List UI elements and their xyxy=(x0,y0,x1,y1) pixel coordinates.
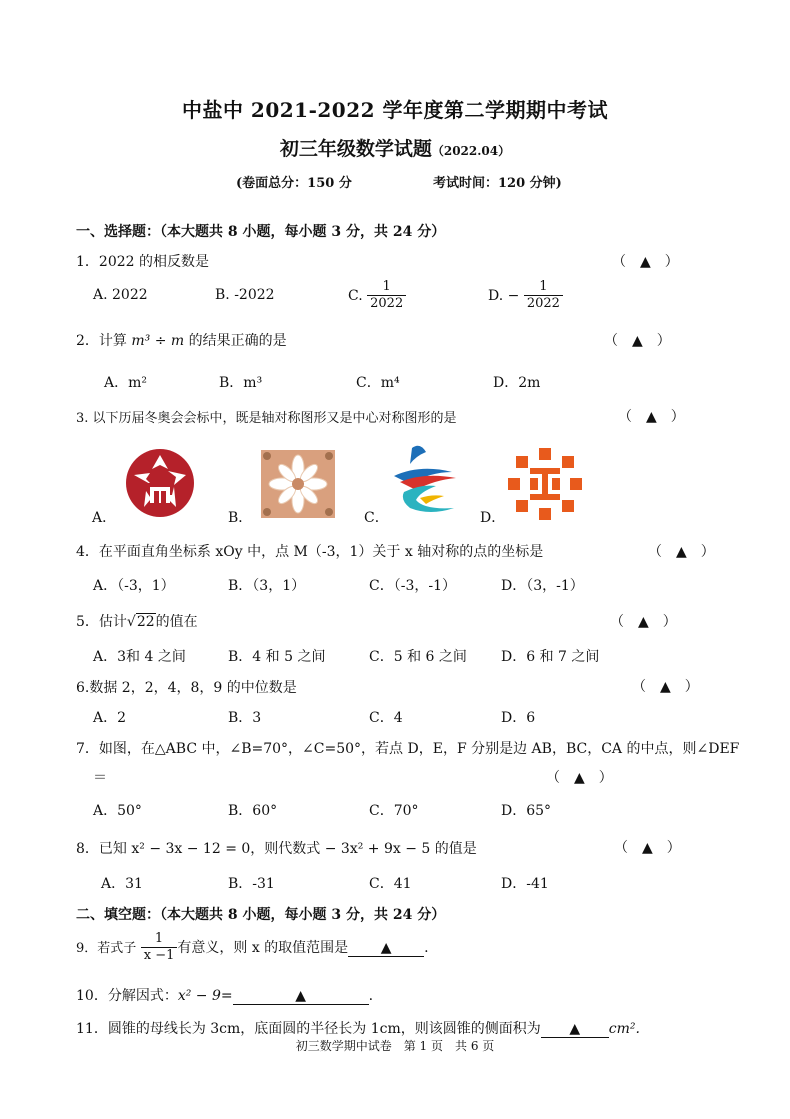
q8-option-c: C．41 xyxy=(369,876,412,892)
q7-stem-equals: ＝ xyxy=(93,770,107,786)
q9-fraction xyxy=(141,931,178,965)
q1-stem: 1．2022 的相反数是 xyxy=(76,254,209,270)
q1-d-denominator: 2022 xyxy=(526,296,560,312)
sqrt-symbol: √ xyxy=(126,614,136,630)
q5-stem-a: 5．估计 xyxy=(76,614,127,630)
q2-option-b: B．m³ xyxy=(219,375,263,391)
q7-option-c: C．70° xyxy=(369,803,419,819)
q5-option-c: C．5 和 6 之间 xyxy=(369,649,467,665)
q1-option-d-label: D. − xyxy=(488,287,520,304)
q7-option-b: B．60° xyxy=(228,803,278,819)
exam-date: （2022.04） xyxy=(431,144,511,158)
q3-stem: 3. 以下历届冬奥会会标中，既是轴对称图形又是中心对称图形的是 xyxy=(76,411,457,426)
q2-option-d: D．2m xyxy=(493,375,541,391)
q4-option-c: C．（-3，-1） xyxy=(369,578,456,594)
emblem-c-image xyxy=(390,442,462,522)
q4-option-a: A．（-3，1） xyxy=(93,578,175,594)
q6-option-a: A．2 xyxy=(93,710,127,726)
q10-end: . xyxy=(368,988,374,1004)
q2-stem xyxy=(76,330,287,350)
subtitle-text: 初三年级数学试题 xyxy=(279,138,432,160)
q5-option-b: B．4 和 5 之间 xyxy=(228,649,326,665)
q3-option-b: B． xyxy=(228,510,253,526)
q5-stem-b: 的值在 xyxy=(155,614,198,630)
q5-stem xyxy=(76,611,198,631)
q6-option-c: C．4 xyxy=(369,710,403,726)
q7-option-a: A．50° xyxy=(93,803,142,819)
q5-answer-mark: （ ▲ ） xyxy=(610,614,677,630)
q8-option-b: B．-31 xyxy=(228,876,275,892)
q2-expression: m³ ÷ m xyxy=(131,333,185,349)
q11-answer-blank[interactable]: ▲ xyxy=(541,1021,609,1038)
section1-heading: 一、选择题：（本大题共 8 小题，每小题 3 分，共 24 分） xyxy=(76,224,446,240)
q1-c-numerator: 1 xyxy=(367,279,406,296)
total-score: (卷面总分：150 分 xyxy=(236,176,352,191)
q9-stem xyxy=(76,931,429,965)
q2-answer-mark: （ ▲ ） xyxy=(604,333,671,349)
q7-answer-mark: （ ▲ ） xyxy=(546,770,613,786)
q3-option-c: C． xyxy=(364,510,389,526)
q3-option-a: A． xyxy=(92,510,117,526)
q8-stem: 8．已知 x² − 3x − 12 = 0，则代数式 − 3x² + 9x − 5 的值是 xyxy=(76,841,477,857)
emblem-a-image xyxy=(120,443,200,525)
q10-expression: x² − 9= xyxy=(177,988,233,1004)
q9-stem-b: 有意义，则 x 的取值范围是 xyxy=(177,939,349,956)
q9-answer-blank[interactable]: ▲ xyxy=(348,940,424,957)
q1-option-a: A. 2022 xyxy=(93,287,148,303)
exam-time: 考试时间：120 分钟) xyxy=(433,176,562,191)
q7-option-d: D．65° xyxy=(501,803,552,819)
q1-option-b: B. -2022 xyxy=(215,287,275,303)
q3-option-d: D． xyxy=(480,510,506,526)
q7-stem: 7．如图，在△ABC 中，∠B=70°，∠C=50°，若点 D，E，F 分别是边 AB，BC，CA 的中点，则∠DEF xyxy=(76,741,740,757)
q9-stem-a: 9．若式子 xyxy=(76,940,137,956)
q1-d-numerator: 1 xyxy=(524,279,563,296)
q4-answer-mark: （ ▲ ） xyxy=(648,544,715,560)
q1-option-c xyxy=(348,279,406,313)
page-footer: 初三数学期中试卷 第 1 页 共 6 页 xyxy=(295,1039,495,1053)
q1-option-c-fraction xyxy=(367,279,406,313)
q6-option-d: D．6 xyxy=(501,710,536,726)
q9-denominator: x −1 xyxy=(143,948,175,964)
q6-answer-mark: （ ▲ ） xyxy=(632,679,699,695)
q1-option-d-fraction xyxy=(524,279,563,313)
q6-option-b: B．3 xyxy=(228,710,262,726)
q11-stem xyxy=(76,1018,640,1038)
q5-option-a: A．3和 4 之间 xyxy=(93,649,186,665)
q2-option-a: A．m² xyxy=(104,375,147,391)
q2-option-c: C．m⁴ xyxy=(356,375,400,391)
q4-stem: 4．在平面直角坐标系 xOy 中，点 M（-3，1）关于 x 轴对称的点的坐标是 xyxy=(76,544,544,560)
q10-stem-a: 10．分解因式： xyxy=(76,988,178,1004)
q11-stem-text: 11．圆锥的母线长为 3cm，底面圆的半径长为 1cm，则该圆锥的侧面积为 xyxy=(76,1021,541,1037)
q1-answer-mark: （ ▲ ） xyxy=(612,254,679,270)
section2-heading: 二、填空题：（本大题共 8 小题，每小题 3 分，共 24 分） xyxy=(76,907,446,923)
q8-answer-mark: （ ▲ ） xyxy=(614,840,681,856)
q3-answer-mark: （ ▲ ） xyxy=(618,409,685,425)
emblem-b-image xyxy=(261,450,335,522)
q4-option-d: D．（3，-1） xyxy=(501,578,584,594)
q1-option-c-label: C. xyxy=(348,287,363,304)
q9-numerator: 1 xyxy=(141,931,178,948)
exam-title: 中盐中 2021-2022 学年度第二学期期中考试 xyxy=(181,98,609,122)
q2-stem-b: 的结果正确的是 xyxy=(188,333,287,349)
q8-option-d: D．-41 xyxy=(501,876,549,892)
q5-option-d: D．6 和 7 之间 xyxy=(501,649,600,665)
q2-stem-a: 2．计算 xyxy=(76,333,127,349)
q10-stem xyxy=(76,985,373,1005)
q5-radicand: 22 xyxy=(136,614,155,630)
exam-subtitle xyxy=(0,134,790,161)
q6-stem: 6.数据 2，2，4，8，9 的中位数是 xyxy=(76,680,297,696)
q4-option-b: B．（3，1） xyxy=(228,578,306,594)
q8-option-a: A．31 xyxy=(101,876,143,892)
q10-answer-blank[interactable]: ▲ xyxy=(233,988,369,1005)
q1-c-denominator: 2022 xyxy=(370,296,404,312)
q1-option-d xyxy=(488,279,563,313)
q9-end: . xyxy=(424,939,429,956)
q11-end: cm². xyxy=(608,1021,640,1037)
emblem-d-image xyxy=(508,448,582,524)
